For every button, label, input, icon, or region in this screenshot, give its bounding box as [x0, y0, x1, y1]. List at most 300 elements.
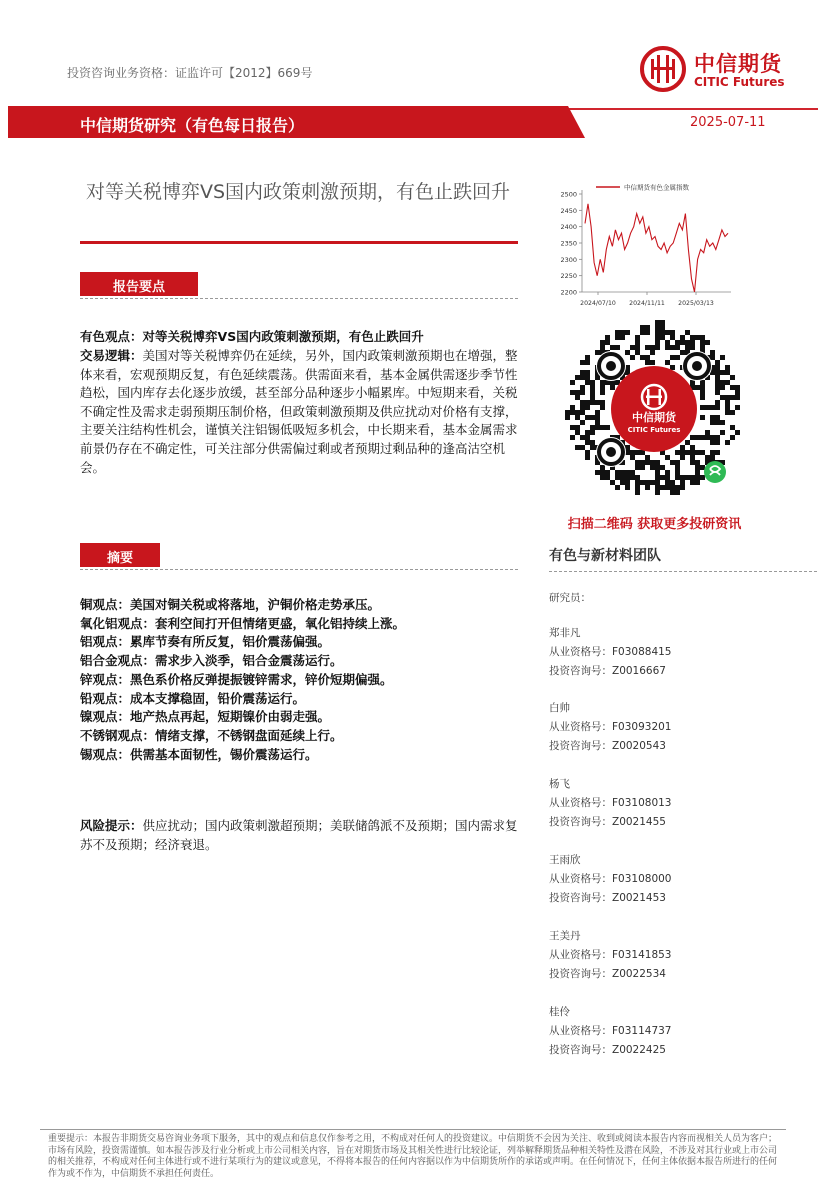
qr-module — [620, 330, 625, 335]
qr-module — [650, 480, 655, 485]
qr-module — [600, 470, 605, 475]
qr-center-cn: 中信期货 — [632, 411, 676, 424]
heading-label: 摘要 — [106, 551, 133, 566]
qr-module — [650, 460, 655, 465]
qr-module — [645, 455, 650, 460]
qr-module — [590, 415, 595, 420]
qr-module — [700, 415, 705, 420]
qr-module — [650, 350, 655, 355]
qr-module — [600, 425, 605, 430]
qr-module — [625, 470, 630, 475]
qr-module — [615, 470, 620, 475]
invest-label: 投资咨询号： — [549, 665, 612, 677]
qr-module — [735, 395, 740, 400]
qr-module — [700, 345, 705, 350]
qr-module — [660, 325, 665, 330]
qr-module — [725, 405, 730, 410]
qr-module — [660, 320, 665, 325]
qr-module — [615, 485, 620, 490]
qr-module — [680, 450, 685, 455]
qr-module — [575, 415, 580, 420]
qr-module — [670, 490, 675, 495]
qr-module — [665, 480, 670, 485]
qr-module — [720, 385, 725, 390]
qr-module — [595, 375, 600, 380]
researcher-name: 桂伶 — [549, 1006, 570, 1018]
invest-label: 投资咨询号： — [549, 816, 612, 828]
qr-module — [710, 455, 715, 460]
qr-module — [590, 385, 595, 390]
qr-module — [585, 450, 590, 455]
qr-module — [600, 475, 605, 480]
qr-module — [735, 385, 740, 390]
qr-module — [725, 380, 730, 385]
qr-module — [640, 330, 645, 335]
qr-module — [665, 470, 670, 475]
qr-module — [595, 350, 600, 355]
qr-module — [595, 470, 600, 475]
qr-module — [695, 385, 700, 390]
invest-number: Z0016667 — [612, 665, 666, 677]
qr-module — [640, 480, 645, 485]
qr-code[interactable] — [565, 320, 743, 498]
invest-number: Z0022534 — [612, 968, 666, 980]
list-item: 氧化铝观点：套利空间打开但情绪更盛，氧化铝持续上涨。 — [80, 615, 406, 631]
invest-number: Z0021453 — [612, 892, 666, 904]
qr-module — [665, 485, 670, 490]
qr-module — [590, 440, 595, 445]
qr-module — [590, 390, 595, 395]
qr-module — [655, 460, 660, 465]
qual-label: 从业资格号： — [549, 949, 612, 961]
risk-paragraph — [80, 817, 520, 854]
qr-module — [655, 475, 660, 480]
qr-module — [645, 325, 650, 330]
qr-module — [675, 340, 680, 345]
qr-module — [680, 475, 685, 480]
qr-module — [575, 445, 580, 450]
qr-module — [570, 405, 575, 410]
qr-module — [585, 370, 590, 375]
highlights-heading — [80, 272, 518, 298]
qr-module — [645, 360, 650, 365]
list-item: 铜观点：美国对铜关税或将落地，沪铜价格走势承压。 — [80, 597, 381, 612]
qual-number: F03108013 — [612, 797, 672, 809]
qr-module — [720, 430, 725, 435]
banner-title: 中信期货研究（有色每日报告） — [80, 116, 305, 135]
qr-module — [690, 475, 695, 480]
view-label: 有色观点： — [80, 329, 143, 344]
qr-module — [605, 425, 610, 430]
qr-module — [635, 345, 640, 350]
qr-module — [625, 475, 630, 480]
qr-module — [690, 340, 695, 345]
qr-module — [700, 390, 705, 395]
qr-module — [715, 450, 720, 455]
qr-module — [725, 370, 730, 375]
qr-module — [645, 345, 650, 350]
qr-module — [655, 345, 660, 350]
qr-module — [725, 365, 730, 370]
qr-module — [635, 480, 640, 485]
qr-module — [695, 465, 700, 470]
qr-module — [710, 405, 715, 410]
qr-module — [655, 340, 660, 345]
legend-label: 中信期货有色金属指数 — [624, 183, 689, 192]
heading-label: 报告要点 — [112, 280, 165, 295]
qr-module — [580, 410, 585, 415]
qr-module — [565, 410, 570, 415]
qr-module — [625, 445, 630, 450]
qr-module — [725, 410, 730, 415]
report-banner — [8, 106, 585, 138]
qr-module — [655, 320, 660, 325]
qr-module — [690, 345, 695, 350]
invest-label: 投资咨询号： — [549, 740, 612, 752]
qr-module — [620, 475, 625, 480]
qr-module — [615, 475, 620, 480]
qr-module — [700, 465, 705, 470]
qr-module — [660, 335, 665, 340]
qr-module — [665, 345, 670, 350]
qr-module — [600, 465, 605, 470]
qr-module — [700, 380, 705, 385]
qr-module — [585, 405, 590, 410]
qr-module — [675, 345, 680, 350]
invest-number: Z0020543 — [612, 740, 666, 752]
qr-module — [635, 485, 640, 490]
qr-module — [660, 465, 665, 470]
qr-module — [730, 375, 735, 380]
qr-module — [685, 450, 690, 455]
qr-module — [585, 380, 590, 385]
y-tick-label: 2250 — [560, 272, 577, 281]
qr-module — [635, 490, 640, 495]
qr-module — [635, 475, 640, 480]
qr-module — [580, 360, 585, 365]
qr-module — [710, 420, 715, 425]
qr-module — [595, 410, 600, 415]
qr-module — [690, 450, 695, 455]
researcher-name: 杨飞 — [549, 778, 570, 790]
qr-module — [610, 385, 615, 390]
qr-module — [600, 340, 605, 345]
qr-module — [695, 475, 700, 480]
qr-module — [635, 460, 640, 465]
qr-module — [660, 485, 665, 490]
qr-module — [585, 440, 590, 445]
qr-module — [580, 405, 585, 410]
qr-module — [660, 330, 665, 335]
qr-module — [695, 450, 700, 455]
report-title: 对等关税博弈VS国内政策刺激预期，有色止跌回升 — [85, 181, 511, 203]
qr-module — [600, 345, 605, 350]
logo-english-name: CITIC Futures — [694, 75, 785, 89]
invest-label: 投资咨询号： — [549, 968, 612, 980]
qr-module — [655, 480, 660, 485]
qr-module — [665, 455, 670, 460]
qr-module — [710, 450, 715, 455]
qr-module — [650, 465, 655, 470]
researcher-entry — [549, 851, 671, 908]
qr-module — [585, 375, 590, 380]
qr-module — [715, 400, 720, 405]
qr-module — [645, 460, 650, 465]
risk-text: 供应扰动；国内政策刺激超预期；美联储鸽派不及预期；国内需求复苏不及预期；经济衰退。 — [80, 818, 518, 852]
qr-module — [590, 400, 595, 405]
qr-module — [620, 480, 625, 485]
qr-module — [695, 480, 700, 485]
qr-module — [580, 375, 585, 380]
qr-module — [580, 385, 585, 390]
qr-module — [575, 430, 580, 435]
qr-module — [630, 455, 635, 460]
qr-module — [625, 480, 630, 485]
qr-module — [670, 365, 675, 370]
title-rule — [80, 241, 518, 244]
qr-module — [715, 360, 720, 365]
qr-module — [605, 475, 610, 480]
qr-module — [630, 345, 635, 350]
view-paragraph — [80, 328, 520, 347]
qr-finder-dot — [606, 361, 616, 371]
researcher-name: 王雨欣 — [549, 854, 581, 866]
qr-module — [610, 345, 615, 350]
qr-module — [735, 390, 740, 395]
qr-module — [715, 390, 720, 395]
qr-module — [635, 450, 640, 455]
qr-logo-mark — [646, 396, 662, 399]
license-text: 投资咨询业务资格：证监许可【2012】669号 — [67, 66, 313, 80]
qr-module — [670, 355, 675, 360]
qr-module — [690, 435, 695, 440]
qr-module — [665, 340, 670, 345]
invest-label: 投资咨询号： — [549, 1044, 612, 1056]
qr-module — [605, 340, 610, 345]
qr-module — [665, 360, 670, 365]
qr-module — [590, 445, 595, 450]
qr-module — [585, 355, 590, 360]
qr-module — [580, 445, 585, 450]
qr-module — [675, 475, 680, 480]
qr-module — [710, 440, 715, 445]
qr-module — [715, 440, 720, 445]
y-tick-label: 2450 — [560, 206, 577, 215]
qr-module — [605, 335, 610, 340]
qual-number: F03141853 — [612, 949, 672, 961]
qr-module — [575, 395, 580, 400]
qr-module — [645, 355, 650, 360]
qr-module — [635, 350, 640, 355]
qr-module — [585, 455, 590, 460]
logic-paragraph — [80, 347, 520, 477]
qr-module — [590, 425, 595, 430]
qr-module — [715, 370, 720, 375]
qr-module — [700, 340, 705, 345]
qual-number: F03114737 — [612, 1025, 672, 1037]
qr-module — [595, 425, 600, 430]
researcher-entry — [549, 927, 671, 984]
qr-module — [700, 335, 705, 340]
qr-module — [715, 375, 720, 380]
team-title: 有色与新材料团队 — [549, 548, 661, 564]
logic-label: 交易逻辑： — [80, 348, 143, 363]
list-item: 镍观点：地产热点再起，短期镍价由弱走强。 — [80, 709, 331, 725]
qr-module — [725, 440, 730, 445]
qr-module — [605, 470, 610, 475]
qr-module — [625, 350, 630, 355]
qr-module — [700, 395, 705, 400]
x-tick-label: 2024/07/10 — [580, 300, 616, 307]
qr-module — [630, 475, 635, 480]
qr-module — [680, 445, 685, 450]
invest-number: Z0021455 — [612, 816, 666, 828]
qr-module — [585, 360, 590, 365]
qr-module — [670, 345, 675, 350]
qual-label: 从业资格号： — [549, 873, 612, 885]
list-item: 锡观点：供需基本面韧性，锡价震荡运行。 — [80, 746, 318, 762]
qr-module — [720, 395, 725, 400]
qual-number: F03108000 — [612, 873, 672, 885]
qr-module — [650, 360, 655, 365]
qr-module — [720, 370, 725, 375]
qr-module — [625, 330, 630, 335]
qr-module — [675, 450, 680, 455]
qr-module — [700, 475, 705, 480]
qr-module — [655, 330, 660, 335]
qr-module — [570, 390, 575, 395]
qr-module — [710, 435, 715, 440]
qr-module — [635, 335, 640, 340]
qr-module — [580, 370, 585, 375]
qr-module — [615, 345, 620, 350]
qr-module — [580, 420, 585, 425]
qr-module — [730, 425, 735, 430]
qr-module — [580, 400, 585, 405]
qr-module — [585, 435, 590, 440]
footer-rule — [40, 1129, 786, 1130]
qr-module — [665, 475, 670, 480]
qr-module — [620, 470, 625, 475]
risk-label: 风险提示： — [80, 818, 143, 833]
qr-module — [700, 450, 705, 455]
qr-module — [680, 335, 685, 340]
qr-module — [645, 330, 650, 335]
qr-module — [595, 415, 600, 420]
researchers-label: 研究员： — [549, 592, 591, 604]
y-tick-label: 2200 — [560, 288, 577, 297]
x-tick-label: 2024/11/11 — [629, 300, 665, 307]
qr-module — [715, 385, 720, 390]
qr-module — [685, 345, 690, 350]
list-item: 铝观点：累库节奏有所反复，铝价震荡偏强。 — [80, 634, 331, 650]
logic-text: 美国对等关税博弈仍在延续，另外，国内政策刺激预期也在增强，整体来看，宏观预期反复，有色延续震荡。供需面来看，基本金属供需逐步季节性趋松，国内库存去化逐步放缓，甚至部分品种逐步小幅累库。中短期来看，关税不确定性及需求走弱预期压制价格，但政策刺激预期及供应扰动对价格有支撑，主要关注结构性机会，谨慎关注铝锡低吸短多机会，中长期来看，基本金属需求前景仍存在不确定性，可关注部分供需偏过剩或者预期过剩品种的逢高沽空机会。 — [80, 348, 518, 475]
qr-module — [720, 420, 725, 425]
qr-module — [610, 480, 615, 485]
qr-module — [705, 455, 710, 460]
citic-logo — [640, 44, 810, 96]
qr-module — [695, 460, 700, 465]
qr-module — [670, 330, 675, 335]
qr-module — [685, 440, 690, 445]
qr-module — [730, 395, 735, 400]
qr-module — [575, 375, 580, 380]
qr-module — [725, 395, 730, 400]
qr-module — [680, 350, 685, 355]
qr-module — [645, 485, 650, 490]
qr-module — [615, 335, 620, 340]
qr-module — [680, 455, 685, 460]
list-item: 铅观点：成本支撑稳固，铅价震荡运行。 — [80, 690, 306, 706]
qual-label: 从业资格号： — [549, 1025, 612, 1037]
researcher-name: 王美丹 — [549, 930, 581, 942]
qr-module — [670, 460, 675, 465]
qual-label: 从业资格号： — [549, 797, 612, 809]
qr-module — [630, 355, 635, 360]
qr-module — [595, 400, 600, 405]
qr-module — [570, 380, 575, 385]
qr-module — [690, 445, 695, 450]
qr-module — [715, 365, 720, 370]
qr-module — [700, 435, 705, 440]
qr-module — [695, 470, 700, 475]
qr-module — [585, 415, 590, 420]
qr-module — [635, 465, 640, 470]
qr-module — [705, 340, 710, 345]
qr-module — [640, 465, 645, 470]
qr-module — [675, 490, 680, 495]
qual-label: 从业资格号： — [549, 721, 612, 733]
qr-module — [725, 400, 730, 405]
researcher-entry — [549, 699, 671, 756]
qr-module — [710, 350, 715, 355]
qr-module — [675, 465, 680, 470]
qr-module — [600, 390, 605, 395]
qr-module — [715, 420, 720, 425]
qr-module — [710, 355, 715, 360]
team-divider — [549, 571, 817, 572]
qr-module — [695, 335, 700, 340]
heading-divider — [80, 569, 518, 570]
qr-module — [640, 355, 645, 360]
qr-module — [735, 430, 740, 435]
qr-module — [730, 385, 735, 390]
qual-label: 从业资格号： — [549, 646, 612, 658]
qr-module — [670, 335, 675, 340]
qual-number: F03088415 — [612, 646, 672, 658]
y-tick-label: 2300 — [560, 255, 577, 264]
qr-module — [700, 385, 705, 390]
qr-module — [570, 435, 575, 440]
qr-module — [655, 470, 660, 475]
qr-caption: 扫描二维码 获取更多投研资讯 — [567, 517, 742, 532]
qr-center-en: CITIC Futures — [627, 426, 681, 434]
qr-module — [675, 470, 680, 475]
researcher-entry — [549, 775, 671, 832]
summary-list — [80, 596, 520, 764]
report-date: 2025-07-11 — [690, 115, 766, 130]
qr-module — [690, 335, 695, 340]
qr-module — [585, 400, 590, 405]
qr-module — [630, 450, 635, 455]
qr-module — [635, 340, 640, 345]
qr-module — [715, 405, 720, 410]
qr-module — [640, 460, 645, 465]
qr-finder-dot — [692, 361, 702, 371]
qr-module — [705, 405, 710, 410]
qr-module — [625, 485, 630, 490]
y-tick-label: 2350 — [560, 239, 577, 248]
